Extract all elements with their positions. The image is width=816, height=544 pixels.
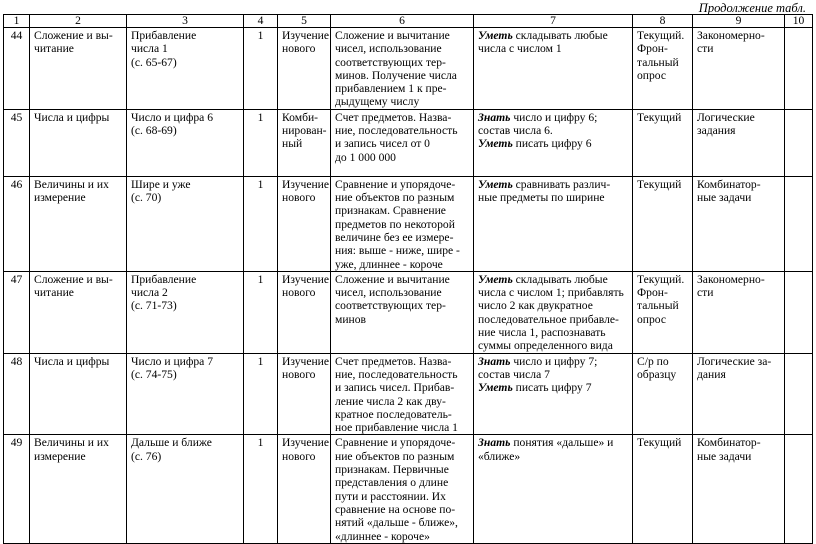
- skill-text: «ближе»: [478, 449, 521, 463]
- skill-text: числа с числом 1: [478, 42, 562, 56]
- cell-line: сравнение на основе по-: [335, 502, 456, 516]
- cell-line: чисел, использование: [335, 42, 442, 56]
- column-number: 1: [4, 15, 30, 28]
- cell-line: [478, 355, 628, 368]
- cell-line: (с. 68-69): [131, 124, 177, 138]
- cell-line: соответствующих тер-: [335, 299, 446, 313]
- column-number: 2: [30, 15, 127, 28]
- cell-line: числа 2: [131, 286, 168, 300]
- cell-line: [478, 286, 628, 299]
- cell-line: Число и цифра 6: [131, 110, 214, 124]
- cell-line: Число и цифра 7: [131, 354, 214, 368]
- cell-line: признакам. Сравнение: [335, 204, 446, 218]
- column-number: 9: [693, 15, 785, 28]
- lesson-type-cell: [278, 28, 331, 110]
- cell-line: чисел, использование: [335, 286, 442, 300]
- skill-keyword: Уметь: [478, 137, 513, 151]
- cell-line: Сложение и вы-: [34, 272, 113, 286]
- cell-line: Изучение: [282, 272, 330, 286]
- skill-keyword: Знать: [478, 110, 511, 124]
- cell-line: (с. 76): [131, 449, 162, 463]
- hours-cell: 1: [244, 28, 278, 110]
- column-number: 3: [127, 15, 244, 28]
- skill-text: сравнивать различ-: [512, 177, 611, 191]
- column-number: 6: [331, 15, 474, 28]
- cell-line: ния: выше - ниже, шире -: [335, 244, 460, 258]
- cell-line: Счет предметов. Назва-: [335, 354, 452, 368]
- cell-line: [478, 326, 628, 339]
- cell-line: дания: [697, 367, 726, 381]
- cell-line: уже, длиннее - короче: [335, 257, 443, 271]
- cell-line: ление числа 2 как дву-: [335, 394, 446, 408]
- cell-line: читание: [34, 42, 74, 56]
- cell-line: нового: [282, 42, 316, 56]
- cell-line: измерение: [34, 191, 86, 205]
- cell-line: ное прибавление числа 1: [335, 421, 458, 435]
- skill-text: состав числа 7: [478, 367, 550, 381]
- skill-text: ные предметы по ширине: [478, 191, 605, 205]
- cell-line: (с. 70): [131, 191, 162, 205]
- topic-cell: [127, 435, 244, 543]
- extra-cell: [785, 109, 813, 176]
- cell-line: Величины и их: [34, 436, 109, 450]
- lesson-type-cell: [278, 176, 331, 271]
- hours-cell: 1: [244, 109, 278, 176]
- cell-line: ние, последовательность: [335, 124, 458, 138]
- tasks-cell: [693, 353, 785, 435]
- skills-cell: [474, 271, 633, 353]
- table-row: [4, 109, 813, 176]
- control-cell: [633, 353, 693, 435]
- cell-line: (с. 65-67): [131, 55, 177, 69]
- control-cell: [633, 176, 693, 271]
- cell-line: «длиннее - короче»: [335, 529, 430, 543]
- column-number: 5: [278, 15, 331, 28]
- cell-line: Прибавление: [131, 272, 197, 286]
- extra-cell: [785, 353, 813, 435]
- cell-line: нирован-: [282, 124, 327, 138]
- cell-line: Сложение и вычитание: [335, 272, 450, 286]
- cell-line: Текущий.: [637, 272, 685, 286]
- cell-line: Закономерно-: [697, 29, 765, 42]
- content-cell: [331, 28, 474, 110]
- column-number: 10: [785, 15, 813, 28]
- tasks-cell: [693, 109, 785, 176]
- cell-line: нового: [282, 449, 316, 463]
- cell-line: ные задачи: [697, 191, 752, 205]
- cell-line: [478, 42, 628, 55]
- cell-line: минов. Получение числа: [335, 68, 457, 82]
- cell-line: Сравнение и упорядоче-: [335, 436, 456, 450]
- cell-line: [478, 313, 628, 326]
- cell-line: [478, 191, 628, 204]
- cell-line: величине без ее измере-: [335, 230, 454, 244]
- cell-line: [478, 124, 628, 137]
- cell-line: Величины и их: [34, 177, 109, 191]
- cell-line: образцу: [637, 367, 677, 381]
- skill-keyword: Знать: [478, 354, 511, 368]
- lesson-number: 47: [4, 271, 30, 353]
- cell-line: Изучение: [282, 436, 330, 450]
- cell-line: [478, 137, 628, 150]
- cell-line: Изучение: [282, 29, 330, 42]
- cell-line: и запись чисел от 0: [335, 137, 430, 151]
- cell-line: сти: [697, 286, 714, 300]
- topic-cell: [127, 176, 244, 271]
- extra-cell: [785, 435, 813, 543]
- cell-line: Сложение и вы-: [34, 29, 113, 42]
- skill-text: число и цифру 7;: [510, 354, 598, 368]
- cell-line: числа 1: [131, 42, 168, 56]
- table-row: [4, 435, 813, 543]
- cell-line: соответствующих тер-: [335, 55, 446, 69]
- cell-line: опрос: [637, 68, 667, 82]
- cell-line: [478, 450, 628, 463]
- cell-line: (с. 71-73): [131, 299, 177, 313]
- tasks-cell: [693, 176, 785, 271]
- tasks-cell: [693, 28, 785, 110]
- cell-line: нового: [282, 367, 316, 381]
- skill-text: числа с числом 1; прибавлять: [478, 286, 624, 300]
- cell-line: Дальше и ближе: [131, 436, 212, 450]
- skill-text: число 2 как двукратное: [478, 299, 593, 313]
- cell-line: измерение: [34, 449, 86, 463]
- cell-line: [478, 368, 628, 381]
- column-number: 8: [633, 15, 693, 28]
- cell-line: [478, 29, 628, 42]
- skills-cell: [474, 353, 633, 435]
- hours-cell: 1: [244, 176, 278, 271]
- table-body: [4, 28, 813, 544]
- cell-line: [478, 299, 628, 312]
- skill-text: понятия «дальше» и: [510, 436, 614, 450]
- cell-line: сти: [697, 42, 714, 56]
- section-cell: [30, 435, 127, 543]
- content-cell: [331, 353, 474, 435]
- hours-cell: 1: [244, 435, 278, 543]
- cell-line: прибавлением 1 к пре-: [335, 82, 447, 96]
- topic-cell: [127, 271, 244, 353]
- cell-line: Комбинатор-: [697, 436, 761, 450]
- cell-line: нового: [282, 191, 316, 205]
- skill-text: число и цифру 6;: [510, 110, 598, 124]
- lesson-type-cell: [278, 353, 331, 435]
- extra-cell: [785, 271, 813, 353]
- skill-keyword: Уметь: [478, 272, 513, 286]
- column-number: 7: [474, 15, 633, 28]
- cell-line: Изучение: [282, 354, 330, 368]
- skill-text: суммы определенного вида: [478, 339, 613, 353]
- cell-line: ние объектов по разным: [335, 191, 455, 205]
- cell-line: С/р по: [637, 354, 669, 368]
- cell-line: Шире и уже: [131, 177, 191, 191]
- skill-text: писать цифру 7: [512, 381, 592, 395]
- cell-line: [478, 436, 628, 449]
- section-cell: [30, 353, 127, 435]
- cell-line: Фрон-: [637, 42, 668, 56]
- table-row: [4, 176, 813, 271]
- skill-text: ние числа 1, распознавать: [478, 326, 606, 340]
- skill-keyword: Уметь: [478, 29, 513, 42]
- cell-line: Логические за-: [697, 354, 772, 368]
- cell-line: кратное последователь-: [335, 407, 452, 421]
- lesson-type-cell: [278, 435, 331, 543]
- cell-line: (с. 74-75): [131, 367, 177, 381]
- cell-line: до 1 000 000: [335, 150, 396, 164]
- extra-cell: [785, 28, 813, 110]
- hours-cell: 1: [244, 271, 278, 353]
- lesson-number: 44: [4, 28, 30, 110]
- cell-line: и запись чисел. Прибав-: [335, 381, 455, 395]
- table-header: [4, 15, 813, 28]
- cell-line: Комби-: [282, 110, 319, 124]
- cell-line: Текущий: [637, 436, 682, 450]
- extra-cell: [785, 176, 813, 271]
- cell-line: Комбинатор-: [697, 177, 761, 191]
- cell-line: ные задачи: [697, 449, 752, 463]
- cell-line: Прибавление: [131, 29, 197, 42]
- cell-line: пути и расстоянии. Их: [335, 489, 446, 503]
- lesson-number: 45: [4, 109, 30, 176]
- topic-cell: [127, 28, 244, 110]
- section-cell: [30, 109, 127, 176]
- lesson-number: 49: [4, 435, 30, 543]
- cell-line: опрос: [637, 312, 667, 326]
- cell-line: Сложение и вычитание: [335, 29, 450, 42]
- lesson-number: 46: [4, 176, 30, 271]
- cell-line: ние объектов по разным: [335, 449, 455, 463]
- column-number: 4: [244, 15, 278, 28]
- cell-line: [478, 381, 628, 394]
- cell-line: [478, 339, 628, 352]
- cell-line: Числа и цифры: [34, 354, 110, 368]
- topic-cell: [127, 109, 244, 176]
- content-cell: [331, 435, 474, 543]
- cell-line: Текущий.: [637, 29, 685, 42]
- cell-line: ние, последовательность: [335, 367, 458, 381]
- cell-line: минов: [335, 312, 367, 326]
- content-cell: [331, 176, 474, 271]
- hours-cell: 1: [244, 353, 278, 435]
- lesson-plan-table: [3, 14, 813, 544]
- table-continuation-caption: Продолжение табл.: [698, 1, 806, 15]
- cell-line: предметов по некоторой: [335, 217, 455, 231]
- cell-line: [478, 178, 628, 191]
- cell-line: Текущий: [637, 110, 682, 124]
- skill-keyword: Знать: [478, 436, 511, 450]
- cell-line: нового: [282, 286, 316, 300]
- control-cell: [633, 271, 693, 353]
- section-cell: [30, 271, 127, 353]
- tasks-cell: [693, 271, 785, 353]
- table-row: [4, 271, 813, 353]
- lesson-number: 48: [4, 353, 30, 435]
- cell-line: Текущий: [637, 177, 682, 191]
- cell-line: [478, 111, 628, 124]
- cell-line: ный: [282, 137, 303, 151]
- section-cell: [30, 176, 127, 271]
- cell-line: читание: [34, 286, 74, 300]
- cell-line: Логические: [697, 110, 755, 124]
- cell-line: [478, 273, 628, 286]
- cell-line: дыдущему числу: [335, 95, 420, 109]
- tasks-cell: [693, 435, 785, 543]
- skill-text: последовательное прибавле-: [478, 312, 619, 326]
- lesson-type-cell: [278, 271, 331, 353]
- content-cell: [331, 271, 474, 353]
- skill-keyword: Уметь: [478, 381, 513, 395]
- skills-cell: [474, 176, 633, 271]
- cell-line: Счет предметов. Назва-: [335, 110, 452, 124]
- cell-line: признакам. Первичные: [335, 463, 449, 477]
- cell-line: Фрон-: [637, 286, 668, 300]
- skill-keyword: Уметь: [478, 177, 513, 191]
- cell-line: тальный: [637, 55, 679, 69]
- cell-line: тальный: [637, 299, 679, 313]
- skill-text: складывать любые: [512, 29, 608, 42]
- skill-text: писать цифру 6: [512, 137, 592, 151]
- table-row: [4, 353, 813, 435]
- skill-text: складывать любые: [512, 272, 608, 286]
- skills-cell: [474, 28, 633, 110]
- skills-cell: [474, 435, 633, 543]
- content-cell: [331, 109, 474, 176]
- table-row: [4, 28, 813, 110]
- control-cell: [633, 28, 693, 110]
- cell-line: Сравнение и упорядоче-: [335, 177, 456, 191]
- cell-line: Закономерно-: [697, 272, 765, 286]
- lesson-type-cell: [278, 109, 331, 176]
- cell-line: задания: [697, 124, 736, 138]
- column-number-row: [4, 15, 813, 28]
- cell-line: нятий «дальше - ближе»,: [335, 516, 458, 530]
- topic-cell: [127, 353, 244, 435]
- section-cell: [30, 28, 127, 110]
- skills-cell: [474, 109, 633, 176]
- control-cell: [633, 435, 693, 543]
- skill-text: состав числа 6.: [478, 124, 553, 138]
- cell-line: Изучение: [282, 177, 330, 191]
- cell-line: Числа и цифры: [34, 110, 110, 124]
- control-cell: [633, 109, 693, 176]
- cell-line: представления о длине: [335, 476, 449, 490]
